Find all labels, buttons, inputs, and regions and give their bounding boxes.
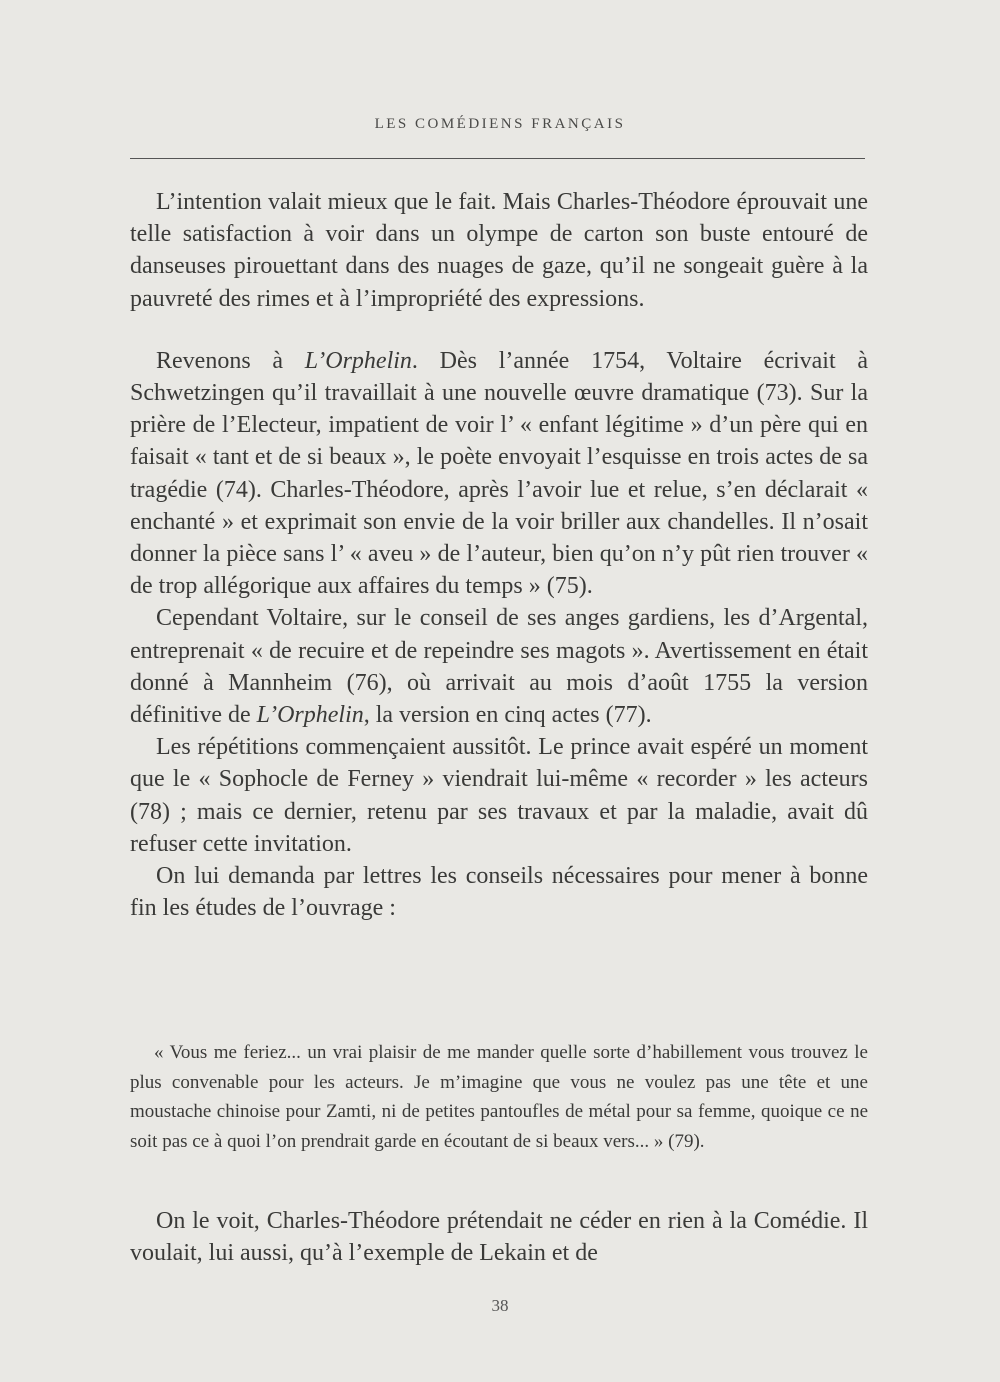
header-rule	[130, 158, 865, 159]
paragraph-text-before: Revenons à	[156, 347, 305, 374]
paragraph-gap	[130, 315, 868, 345]
main-text-block	[130, 186, 868, 924]
block-quote	[130, 1038, 868, 1156]
work-title: L’Orphelin	[304, 347, 412, 374]
paragraph: On lui demanda par lettres les conseils nécessaires pour mener à bonne fin les études de l’ouvrage :	[130, 863, 868, 922]
paragraph: On le voit, Charles-Théodore prétendait ne céder en rien à la Comédie. Il voulait, lui aussi, qu’à l’exemple de Lekain et de	[130, 1208, 868, 1267]
quote-text: « Vous me feriez... un vrai plaisir de me mander quelle sorte d’habillement vous trouvez le plus convenable pour les acteurs. Je m’imagine que vous ne voulez pas une tête et une moustache chinoise pour Zamti, ni de petites pantoufles de métal pour sa femme, quoique ce ne soit pas ce à quoi l’on prendrait garde en écoutant de si beaux vers... » (79).	[130, 1042, 868, 1152]
paragraph	[130, 345, 868, 603]
paragraph-text-after: . Dès l’année 1754, Voltaire écrivait à Schwetzingen qu’il travaillait à une nouvelle œuvre dramatique (73). Sur la prière de l’Electeur, impatient de voir l’ « enfant légitime » d’un père qui en faisait « tant et de si beaux », le poète envoyait l’esquisse en trois actes de sa tragédie (74). Charles-Théodore, après l’avoir lue et relue, s’en déclarait « enchanté » et exprimait son envie de la voir briller aux chandelles. Il n’osait donner la pièce sans l’ « aveu » de l’auteur, bien qu’on n’y pût rien trouver « de trop allégorique aux affaires du temps » (75).	[130, 347, 868, 600]
paragraph: Les répétitions commençaient aussitôt. Le prince avait espéré un moment que le « Sophocle de Ferney » viendrait lui-même « recorder » les acteurs (78) ; mais ce dernier, retenu par ses travaux et par la maladie, avait dû refuser cette invitation.	[130, 734, 868, 857]
running-head: LES COMÉDIENS FRANÇAIS	[374, 116, 626, 132]
paragraph-text-after: , la version en cinq actes (77).	[363, 702, 652, 729]
paragraph-text-before: Cependant Voltaire, sur le conseil de ses anges gardiens, les d’Argental, entreprenait « de recuire et de repeindre ses magots ». Avertissement en était donné à Mannheim (76), où arrivait au mois d’août 1755 la version définitive de	[130, 605, 868, 729]
page-number: 38	[491, 1296, 509, 1315]
work-title: L’Orphelin	[256, 702, 364, 729]
paragraph	[130, 602, 868, 731]
final-text-block	[130, 1205, 868, 1269]
paragraph: L’intention valait mieux que le fait. Mais Charles-Théodore éprouvait une telle satisfaction à voir dans un olympe de carton son buste entouré de danseuses pirouettant dans des nuages de gaze, qu’il ne songeait guère à la pauvreté des rimes et à l’impropriété des expressions.	[130, 189, 868, 312]
